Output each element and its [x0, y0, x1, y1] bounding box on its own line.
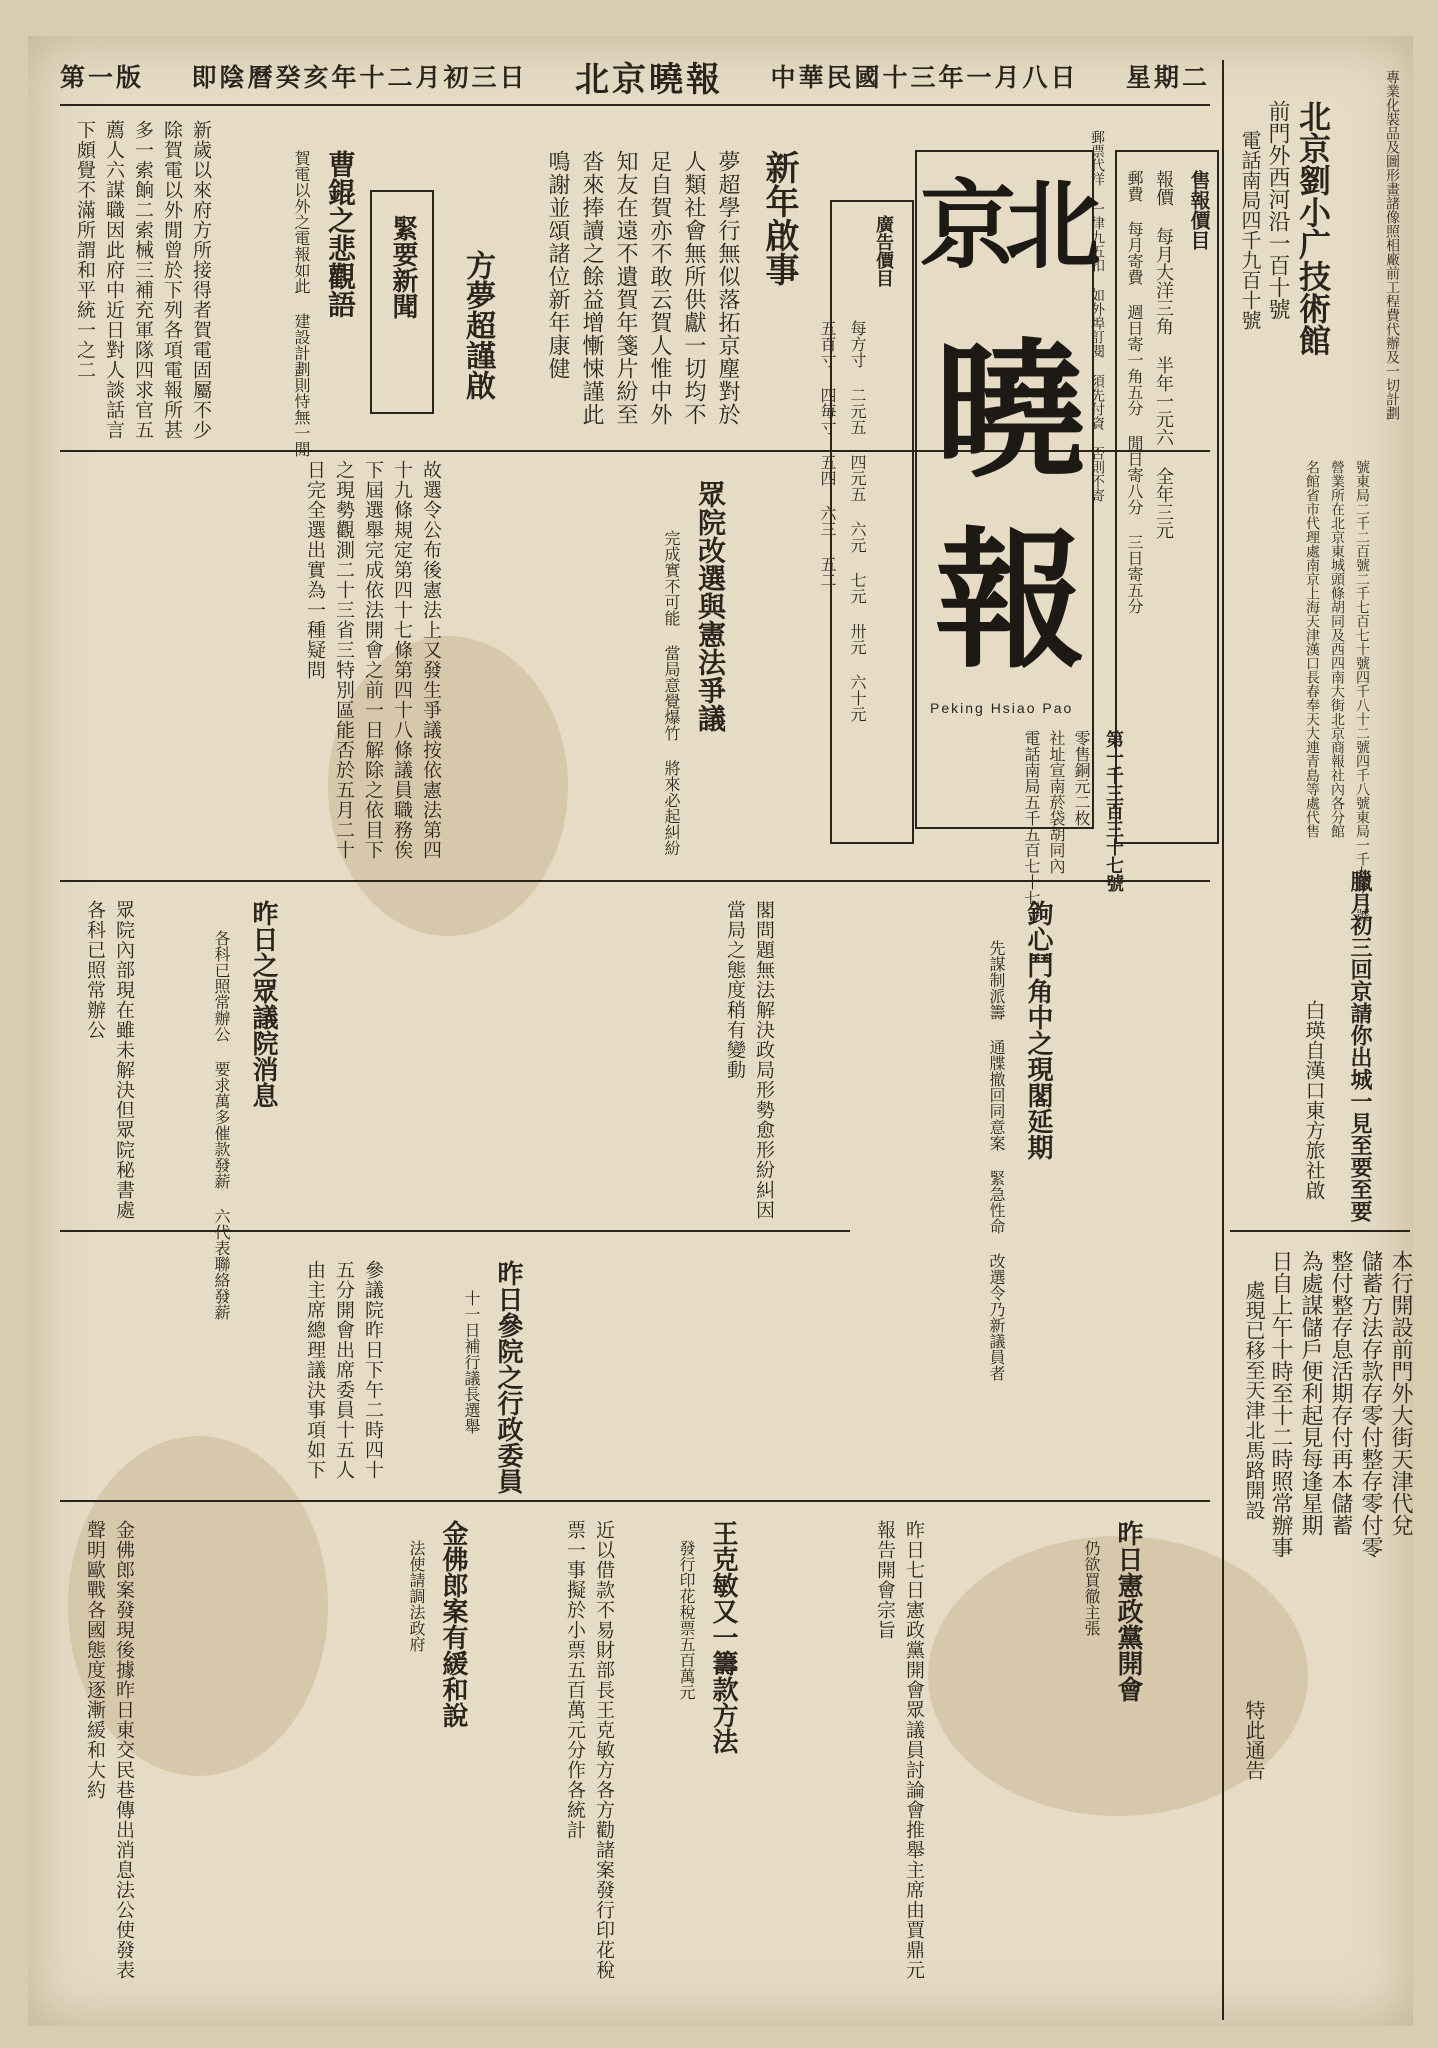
- right-notice-branch: 處現已移至天津北馬路開設: [1242, 1280, 1266, 1520]
- telephone: 電話南局五千五百七十七: [1022, 730, 1041, 906]
- right-notice-line: 本行開設前門外大街天津代兌: [1388, 1250, 1413, 1536]
- masthead-char: 北: [1005, 169, 1101, 282]
- article-subtitle: 各科已照常辦公 要求萬多催款發薪 六代表聯絡發薪: [212, 930, 231, 1320]
- masthead-char: 曉: [935, 323, 1086, 499]
- article-title: 昨日之眾議院消息: [248, 900, 278, 1108]
- article-title: 鉤心鬥角中之現閣延期: [1023, 900, 1053, 1160]
- paper-name-small: 北京曉報: [575, 59, 723, 100]
- ad-rates-row: 每方寸 二元五 四元五 六元 七元 卅元 六十元: [848, 320, 867, 722]
- divider: [60, 1230, 850, 1232]
- right-notice-signature: 白瑛自漢口東方旅社啟: [1302, 1000, 1326, 1200]
- new-year-signature: 方夢超謹啟: [460, 250, 495, 400]
- article-subtitle: 法使請調法政府: [407, 1540, 426, 1652]
- divider: [60, 104, 1210, 106]
- right-notice-title: 臘月初三回京請你出城一見至要至要: [1347, 870, 1373, 1222]
- ad-rates-title: 廣告價目: [873, 215, 894, 287]
- retail-price: 零售銅元二枚: [1072, 730, 1091, 826]
- right-ad-line: 專業化裝品及圖形畫諸像照相廠前工程費代辦及一切計劃: [1384, 70, 1400, 420]
- right-ad-line: 營業所在北京東城頭條胡同及西四南大街北京商報社內各分館: [1329, 460, 1345, 838]
- new-year-body: 夢超學行無似落拓京塵對於人類社會無所供獻一切均不足自賀亦不敢云賀人惟中外知友在遠不遺賀年箋片紛至沓來捧讀之餘益增慚悚謹此鳴謝並頌諸位新年康健: [545, 150, 740, 426]
- masthead-char: 京: [920, 169, 1016, 282]
- ad-rates-box: [830, 200, 914, 844]
- article-body: 故選令公布後憲法上又發生爭議按依憲法第四十九條規定第四十七條第四十八條議員職務俟下屆選舉完成依法開會之前一日解除之依目下之現勢觀測二十三省三特別區能否於五月二十日完全選出實為一種疑問: [304, 460, 442, 860]
- article-subtitle: 先謀制派籌 通牒撤回同意案 緊急性命 改選令乃新議員者: [987, 940, 1006, 1381]
- right-notice-line: 日自上午十時至十二時照常辦事: [1268, 1250, 1293, 1558]
- masthead-char: 報: [935, 513, 1086, 689]
- ad-rates-row: 五百寸 四毎寸 五四 六三 五二: [818, 320, 837, 588]
- issue-number: 第一千三百三十七號: [1103, 730, 1124, 892]
- masthead-english: Peking Hsiao Pao: [930, 700, 1074, 716]
- right-notice-line: 整付整存息活期存付再本儲蓄: [1328, 1250, 1353, 1536]
- article-title: 昨日參院之行政委員: [493, 1260, 523, 1494]
- lunar-date: 即陰曆癸亥年十二月初三日: [191, 63, 528, 92]
- roc-date: 中華民國十三年一月八日: [770, 63, 1079, 92]
- important-news-label: 緊要新聞: [388, 215, 418, 319]
- article-subtitle: 完成實不可能 當局意覺爆竹 將來必起糾紛: [662, 530, 681, 856]
- article-body: 眾院內部現在雖未解決但眾院秘書處各科已照常辦公: [84, 900, 135, 1220]
- right-ad-address: 前門外西河沿一百十號: [1265, 100, 1290, 320]
- new-year-title: 新年啟事: [759, 150, 799, 286]
- article-title: 昨日憲政黨開會: [1113, 1520, 1143, 1702]
- article-subtitle: 十一日補行議長選舉: [462, 1290, 481, 1434]
- divider: [1222, 60, 1224, 2020]
- subscription-row: 報價 每月大洋三角 半年一元六 全年三元: [1153, 170, 1174, 539]
- right-ad-line: 號東局二千二百號二千七百七十號四千八十二號四千八號東局一千九十二號: [1354, 460, 1370, 922]
- article-body: 昨日七日憲政黨開會眾議員討論會推舉主席由賈鼎元報告開會宗旨: [874, 1520, 925, 1980]
- article-subtitle: 賀電以外之電報如此 建設計劃則恃無一閒: [292, 150, 311, 457]
- right-notice-notice: 特此通告: [1242, 1700, 1266, 1780]
- right-notice-line: 儲蓄方法存款存零付整存零付零: [1358, 1250, 1383, 1558]
- subscription-title: 售報價目: [1187, 170, 1211, 250]
- article-title: 金佛郎案有緩和說: [438, 1520, 468, 1728]
- dateline-bar: [60, 54, 1210, 98]
- article-subtitle: 發行印花稅票五百萬元: [677, 1540, 696, 1700]
- office-address: 社址宣南菸袋胡同內: [1047, 730, 1066, 874]
- right-ad-line: 名館省市代理處南京上海天津漢口長春奉天大連青島等處代售: [1304, 460, 1320, 838]
- article-body: 閣問題無法解決政局形勢愈形紛糾因當局之態度稍有變動: [724, 900, 775, 1220]
- article-body: 參議院昨日下午二時四十五分開會出席委員十五人由主席總理議決事項如下: [304, 1260, 384, 1480]
- article-title: 曹錕之悲觀語: [324, 150, 357, 318]
- article-title: 眾院改選與憲法爭議: [694, 480, 727, 732]
- divider: [1230, 1230, 1410, 1232]
- right-ad-phone: 電話南局四千九百十號: [1238, 130, 1262, 330]
- right-ad-title: 北京劉小广技術館: [1294, 100, 1332, 356]
- subscription-row: 郵費 每月寄費 週日寄一角五分 閒日寄八分 三日寄五分: [1125, 170, 1144, 614]
- subscription-note: 郵票代洋 一律九五扣 如外埠訂閱 須先付資 否則不寄: [1089, 130, 1105, 502]
- article-body: 近以借款不易財部長王克敏方各方勸諸案發行印花稅票一事擬於小票五百萬元分作各統計: [564, 1520, 615, 1980]
- article-subtitle: 仍欲買徹主張: [1082, 1540, 1101, 1636]
- divider: [60, 1500, 1210, 1502]
- edition-label: 第一版: [60, 63, 145, 92]
- weekday: 星期二: [1125, 63, 1210, 92]
- article-body: 新歲以來府方所接得者賀電固屬不少除賀電以外閒曾於下列各項電報所甚多一索餉二索械三補充軍隊四求官五薦人六謀職因此府中近日對人談話言下頗覺不滿所謂和平統一之二: [74, 120, 212, 440]
- article-title: 王克敏又一籌款方法: [708, 1520, 738, 1754]
- article-body: 金佛郎案發現後據昨日東交民巷傳出消息法公使發表聲明歐戰各國態度逐漸緩和大約: [84, 1520, 135, 1980]
- right-notice-line: 為處謀儲戶便利起見每逢星期: [1298, 1250, 1323, 1536]
